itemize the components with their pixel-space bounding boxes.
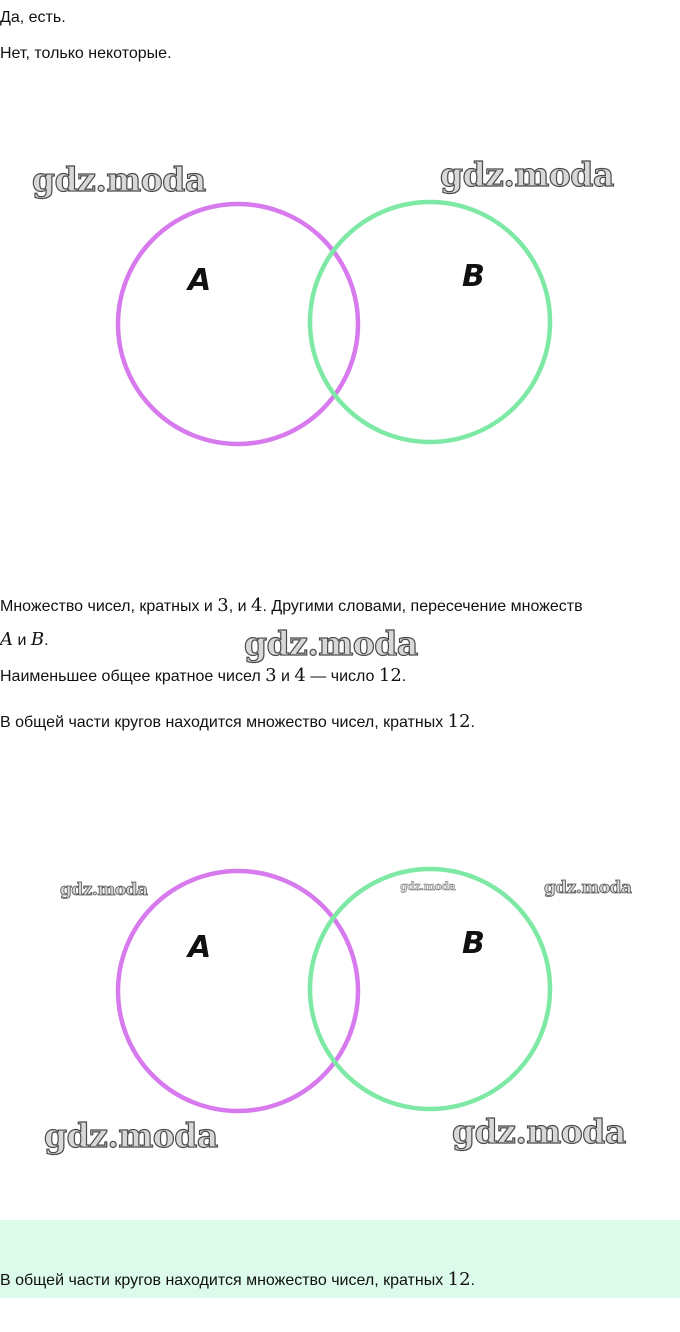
explanation-line-2: Наименьшее общее кратное чисел 3 и 4 — число 12. — [0, 665, 407, 686]
watermark: gdz.moda — [44, 1116, 218, 1155]
venn-diagram-1 — [0, 195, 680, 455]
watermark: gdz.moda — [400, 880, 456, 893]
set-a-circle — [118, 871, 358, 1111]
explanation-line-1: Множество чисел, кратных и 3, и 4. Другими словами, пересечение множеств — [0, 595, 583, 616]
set-b-circle — [310, 202, 550, 442]
watermark: gdz.moda — [544, 878, 632, 898]
set-b-label: B — [462, 259, 485, 294]
watermark: gdz.moda — [440, 155, 614, 194]
answer-line-1: Да, есть. — [0, 9, 66, 26]
explanation-line-3: В общей части кругов находится множество чисел, кратных 12. — [0, 711, 475, 732]
watermark: gdz.moda — [60, 880, 148, 900]
venn-diagram-2 — [0, 862, 680, 1122]
watermark: gdz.moda — [452, 1112, 626, 1151]
set-a-label: A — [188, 930, 212, 965]
set-b-circle — [310, 869, 550, 1109]
set-a-label: A — [188, 263, 212, 298]
final-answer-text: В общей части кругов находится множество чисел, кратных 12. — [0, 1269, 475, 1290]
explanation-line-1b: A и B. — [0, 629, 49, 650]
watermark: gdz.moda — [32, 160, 206, 199]
set-a-circle — [118, 204, 358, 444]
watermark: gdz.moda — [244, 624, 418, 663]
set-b-label: B — [462, 926, 485, 961]
answer-line-2: Нет, только некоторые. — [0, 45, 172, 62]
